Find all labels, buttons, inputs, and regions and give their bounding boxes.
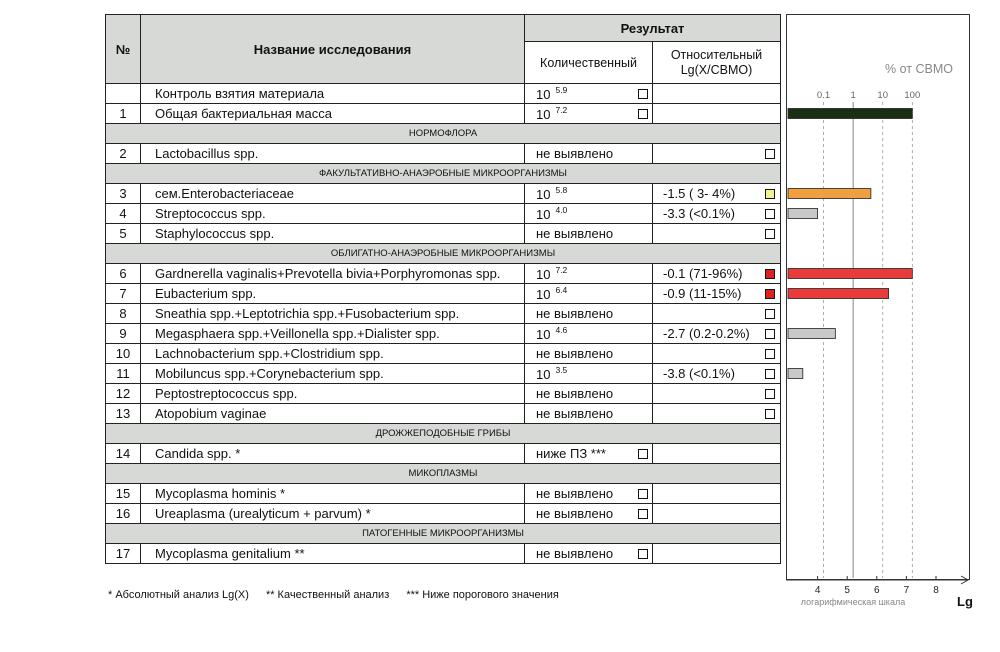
quantitative-value: не выявлено xyxy=(536,146,614,161)
row-number: 3 xyxy=(106,184,141,204)
category-label: МИКОПЛАЗМЫ xyxy=(106,464,781,484)
quantitative-cell xyxy=(525,184,653,204)
quantitative-cell xyxy=(525,504,653,524)
row-number: 16 xyxy=(106,504,141,524)
table-row xyxy=(106,404,781,424)
table-row xyxy=(106,384,781,404)
test-name: Eubacterium spp. xyxy=(141,284,525,304)
row-number: 8 xyxy=(106,304,141,324)
row-number: 5 xyxy=(106,224,141,244)
table-row xyxy=(106,204,781,224)
relative-cell xyxy=(653,344,781,364)
relative-cell xyxy=(653,204,781,224)
quantitative-cell xyxy=(525,284,653,304)
lg-bar-chart xyxy=(786,14,973,610)
quantitative-cell xyxy=(525,444,653,464)
relative-indicator[interactable] xyxy=(765,229,775,239)
header-result: Результат xyxy=(525,15,781,42)
results-body xyxy=(106,84,781,564)
test-name: Lactobacillus spp. xyxy=(141,144,525,164)
footnotes xyxy=(108,589,573,601)
x-axis-label: Lg xyxy=(957,594,973,609)
quantitative-checkbox[interactable] xyxy=(638,549,648,559)
percent-tick-label: 10 xyxy=(877,90,889,101)
quantitative-value: 10 xyxy=(536,287,551,302)
row-number xyxy=(106,84,141,104)
row-number: 10 xyxy=(106,344,141,364)
quantitative-value: не выявлено xyxy=(536,386,614,401)
table-row xyxy=(106,304,781,324)
quantitative-value: не выявлено xyxy=(536,306,614,321)
test-name: сем.Enterobacteriaceae xyxy=(141,184,525,204)
quantitative-value: не выявлено xyxy=(536,406,614,421)
category-row xyxy=(106,164,781,184)
quantitative-checkbox[interactable] xyxy=(638,509,648,519)
relative-cell xyxy=(653,444,781,464)
header-relative-line2: Lg(X/СВМО) xyxy=(680,62,753,77)
quantitative-cell xyxy=(525,324,653,344)
test-name: Gardnerella vaginalis+Prevotella bivia+Porphyromonas spp. xyxy=(141,264,525,284)
quantitative-cell xyxy=(525,104,653,124)
x-axis-sublabel: логарифмическая шкала xyxy=(800,597,906,607)
relative-value: -0.9 (11-15%) xyxy=(663,286,742,301)
table-row xyxy=(106,264,781,284)
relative-indicator[interactable] xyxy=(765,209,775,219)
quantitative-checkbox[interactable] xyxy=(638,89,648,99)
footnote-qualitative: ** Качественный анализ xyxy=(265,589,390,601)
quantitative-exponent: 7.2 xyxy=(555,105,568,115)
relative-value: -3.8 (<0.1%) xyxy=(663,366,735,381)
quantitative-value: 10 xyxy=(536,87,551,102)
x-tick-label: 8 xyxy=(933,585,939,596)
quantitative-cell xyxy=(525,84,653,104)
relative-indicator[interactable] xyxy=(765,189,775,199)
quantitative-value: 10 xyxy=(536,207,551,222)
x-tick-label: 5 xyxy=(844,585,850,596)
bar xyxy=(788,209,818,219)
test-name: Sneathia spp.+Leptotrichia spp.+Fusobacterium spp. xyxy=(141,304,525,324)
quantitative-exponent: 5.8 xyxy=(555,185,568,195)
x-tick-label: 4 xyxy=(814,585,821,596)
header-num: № xyxy=(106,15,141,84)
quantitative-checkbox[interactable] xyxy=(638,489,648,499)
row-number: 13 xyxy=(106,404,141,424)
table-row xyxy=(106,324,781,344)
relative-cell xyxy=(653,324,781,344)
quantitative-cell xyxy=(525,384,653,404)
table-row xyxy=(106,544,781,564)
footnote-absolute: * Абсолютный анализ Lg(X) xyxy=(108,589,249,601)
relative-indicator[interactable] xyxy=(765,409,775,419)
quantitative-value: 10 xyxy=(536,187,551,202)
row-number: 15 xyxy=(106,484,141,504)
relative-cell xyxy=(653,144,781,164)
category-row xyxy=(106,244,781,264)
relative-cell xyxy=(653,304,781,324)
row-number: 14 xyxy=(106,444,141,464)
relative-indicator[interactable] xyxy=(765,349,775,359)
test-name: Atopobium vaginae xyxy=(141,404,525,424)
relative-cell xyxy=(653,264,781,284)
row-number: 2 xyxy=(106,144,141,164)
row-number: 12 xyxy=(106,384,141,404)
row-number: 4 xyxy=(106,204,141,224)
quantitative-value: 10 xyxy=(536,327,551,342)
table-row xyxy=(106,364,781,384)
quantitative-cell xyxy=(525,264,653,284)
x-tick-label: 6 xyxy=(874,585,880,596)
header-quantitative: Количественный xyxy=(525,42,653,84)
quantitative-checkbox[interactable] xyxy=(638,449,648,459)
chart-title: % от СВМО xyxy=(885,62,953,76)
test-name: Peptostreptococcus spp. xyxy=(141,384,525,404)
category-label: ПАТОГЕННЫЕ МИКРООРГАНИЗМЫ xyxy=(106,524,781,544)
quantitative-value: не выявлено xyxy=(536,346,614,361)
test-name: Staphylococcus spp. xyxy=(141,224,525,244)
category-row xyxy=(106,464,781,484)
table-row xyxy=(106,224,781,244)
bar xyxy=(788,269,912,279)
quantitative-value: не выявлено xyxy=(536,226,614,241)
relative-cell xyxy=(653,384,781,404)
category-label: ДРОЖЖЕПОДОБНЫЕ ГРИБЫ xyxy=(106,424,781,444)
test-name: Lachnobacterium spp.+Clostridium spp. xyxy=(141,344,525,364)
category-row xyxy=(106,524,781,544)
relative-cell xyxy=(653,544,781,564)
test-name: Общая бактериальная масса xyxy=(141,104,525,124)
table-row xyxy=(106,444,781,464)
table-row xyxy=(106,484,781,504)
relative-cell xyxy=(653,104,781,124)
percent-tick-label: 0.1 xyxy=(816,90,831,101)
quantitative-value: 10 xyxy=(536,367,551,382)
table-row xyxy=(106,504,781,524)
test-name: Streptococcus spp. xyxy=(141,204,525,224)
bar xyxy=(788,189,871,199)
category-label: НОРМОФЛОРА xyxy=(106,124,781,144)
quantitative-cell xyxy=(525,344,653,364)
table-row xyxy=(106,84,781,104)
category-label: ОБЛИГАТНО-АНАЭРОБНЫЕ МИКРООРГАНИЗМЫ xyxy=(106,244,781,264)
relative-value: -0.1 (71-96%) xyxy=(663,266,743,281)
quantitative-exponent: 4.6 xyxy=(555,325,568,335)
relative-cell xyxy=(653,504,781,524)
table-row xyxy=(106,284,781,304)
results-table xyxy=(105,14,781,564)
table-row xyxy=(106,344,781,364)
relative-indicator[interactable] xyxy=(765,389,775,399)
row-number: 6 xyxy=(106,264,141,284)
relative-indicator[interactable] xyxy=(765,329,775,339)
category-row xyxy=(106,124,781,144)
relative-cell xyxy=(653,484,781,504)
test-name: Mycoplasma hominis * xyxy=(141,484,525,504)
quantitative-cell xyxy=(525,484,653,504)
table-row xyxy=(106,144,781,164)
relative-cell xyxy=(653,184,781,204)
relative-indicator[interactable] xyxy=(765,289,775,299)
test-name: Контроль взятия материала xyxy=(141,84,525,104)
test-name: Mycoplasma genitalium ** xyxy=(141,544,525,564)
bar xyxy=(788,369,803,379)
quantitative-cell xyxy=(525,364,653,384)
test-name: Mobiluncus spp.+Corynebacterium spp. xyxy=(141,364,525,384)
relative-indicator[interactable] xyxy=(765,269,775,279)
quantitative-exponent: 4.0 xyxy=(555,205,568,215)
quantitative-exponent: 7.2 xyxy=(555,265,568,275)
percent-tick-label: 100 xyxy=(904,90,921,101)
quantitative-value: 10 xyxy=(536,107,551,122)
row-number: 9 xyxy=(106,324,141,344)
test-name: Candida spp. * xyxy=(141,444,525,464)
x-tick-label: 7 xyxy=(903,585,910,596)
test-name: Megasphaera spp.+Veillonella spp.+Dialister spp. xyxy=(141,324,525,344)
quantitative-cell xyxy=(525,404,653,424)
table-row xyxy=(106,104,781,124)
quantitative-value: не выявлено xyxy=(536,506,614,521)
relative-cell xyxy=(653,364,781,384)
header-relative xyxy=(653,42,781,84)
relative-cell xyxy=(653,84,781,104)
quantitative-exponent: 6.4 xyxy=(555,285,568,295)
row-number: 17 xyxy=(106,544,141,564)
quantitative-value: 10 xyxy=(536,267,551,282)
quantitative-checkbox[interactable] xyxy=(638,109,648,119)
footnote-below-threshold: *** Ниже порогового значения xyxy=(406,589,559,601)
row-number: 1 xyxy=(106,104,141,124)
relative-value: -1.5 ( 3- 4%) xyxy=(663,186,736,201)
percent-tick-label: 1 xyxy=(850,90,856,101)
relative-value: -3.3 (<0.1%) xyxy=(663,206,735,221)
relative-value: -2.7 (0.2-0.2%) xyxy=(663,326,750,341)
relative-cell xyxy=(653,284,781,304)
table-row xyxy=(106,184,781,204)
quantitative-value: не выявлено xyxy=(536,546,614,561)
quantitative-cell xyxy=(525,304,653,324)
relative-cell xyxy=(653,404,781,424)
bar xyxy=(788,109,912,119)
quantitative-value: ниже ПЗ *** xyxy=(536,446,606,461)
header-name: Название исследования xyxy=(141,15,525,84)
quantitative-cell xyxy=(525,544,653,564)
relative-cell xyxy=(653,224,781,244)
bar xyxy=(788,289,889,299)
relative-indicator[interactable] xyxy=(765,369,775,379)
relative-indicator[interactable] xyxy=(765,149,775,159)
quantitative-exponent: 3.5 xyxy=(555,365,568,375)
quantitative-exponent: 5.9 xyxy=(555,85,568,95)
category-label: ФАКУЛЬТАТИВНО-АНАЭРОБНЫЕ МИКРООРГАНИЗМЫ xyxy=(106,164,781,184)
quantitative-value: не выявлено xyxy=(536,486,614,501)
category-row xyxy=(106,424,781,444)
quantitative-cell xyxy=(525,224,653,244)
quantitative-cell xyxy=(525,144,653,164)
header-relative-line1: Относительный xyxy=(670,47,763,62)
test-name: Ureaplasma (urealyticum + parvum) * xyxy=(141,504,525,524)
row-number: 7 xyxy=(106,284,141,304)
row-number: 11 xyxy=(106,364,141,384)
quantitative-cell xyxy=(525,204,653,224)
bar xyxy=(788,329,835,339)
relative-indicator[interactable] xyxy=(765,309,775,319)
